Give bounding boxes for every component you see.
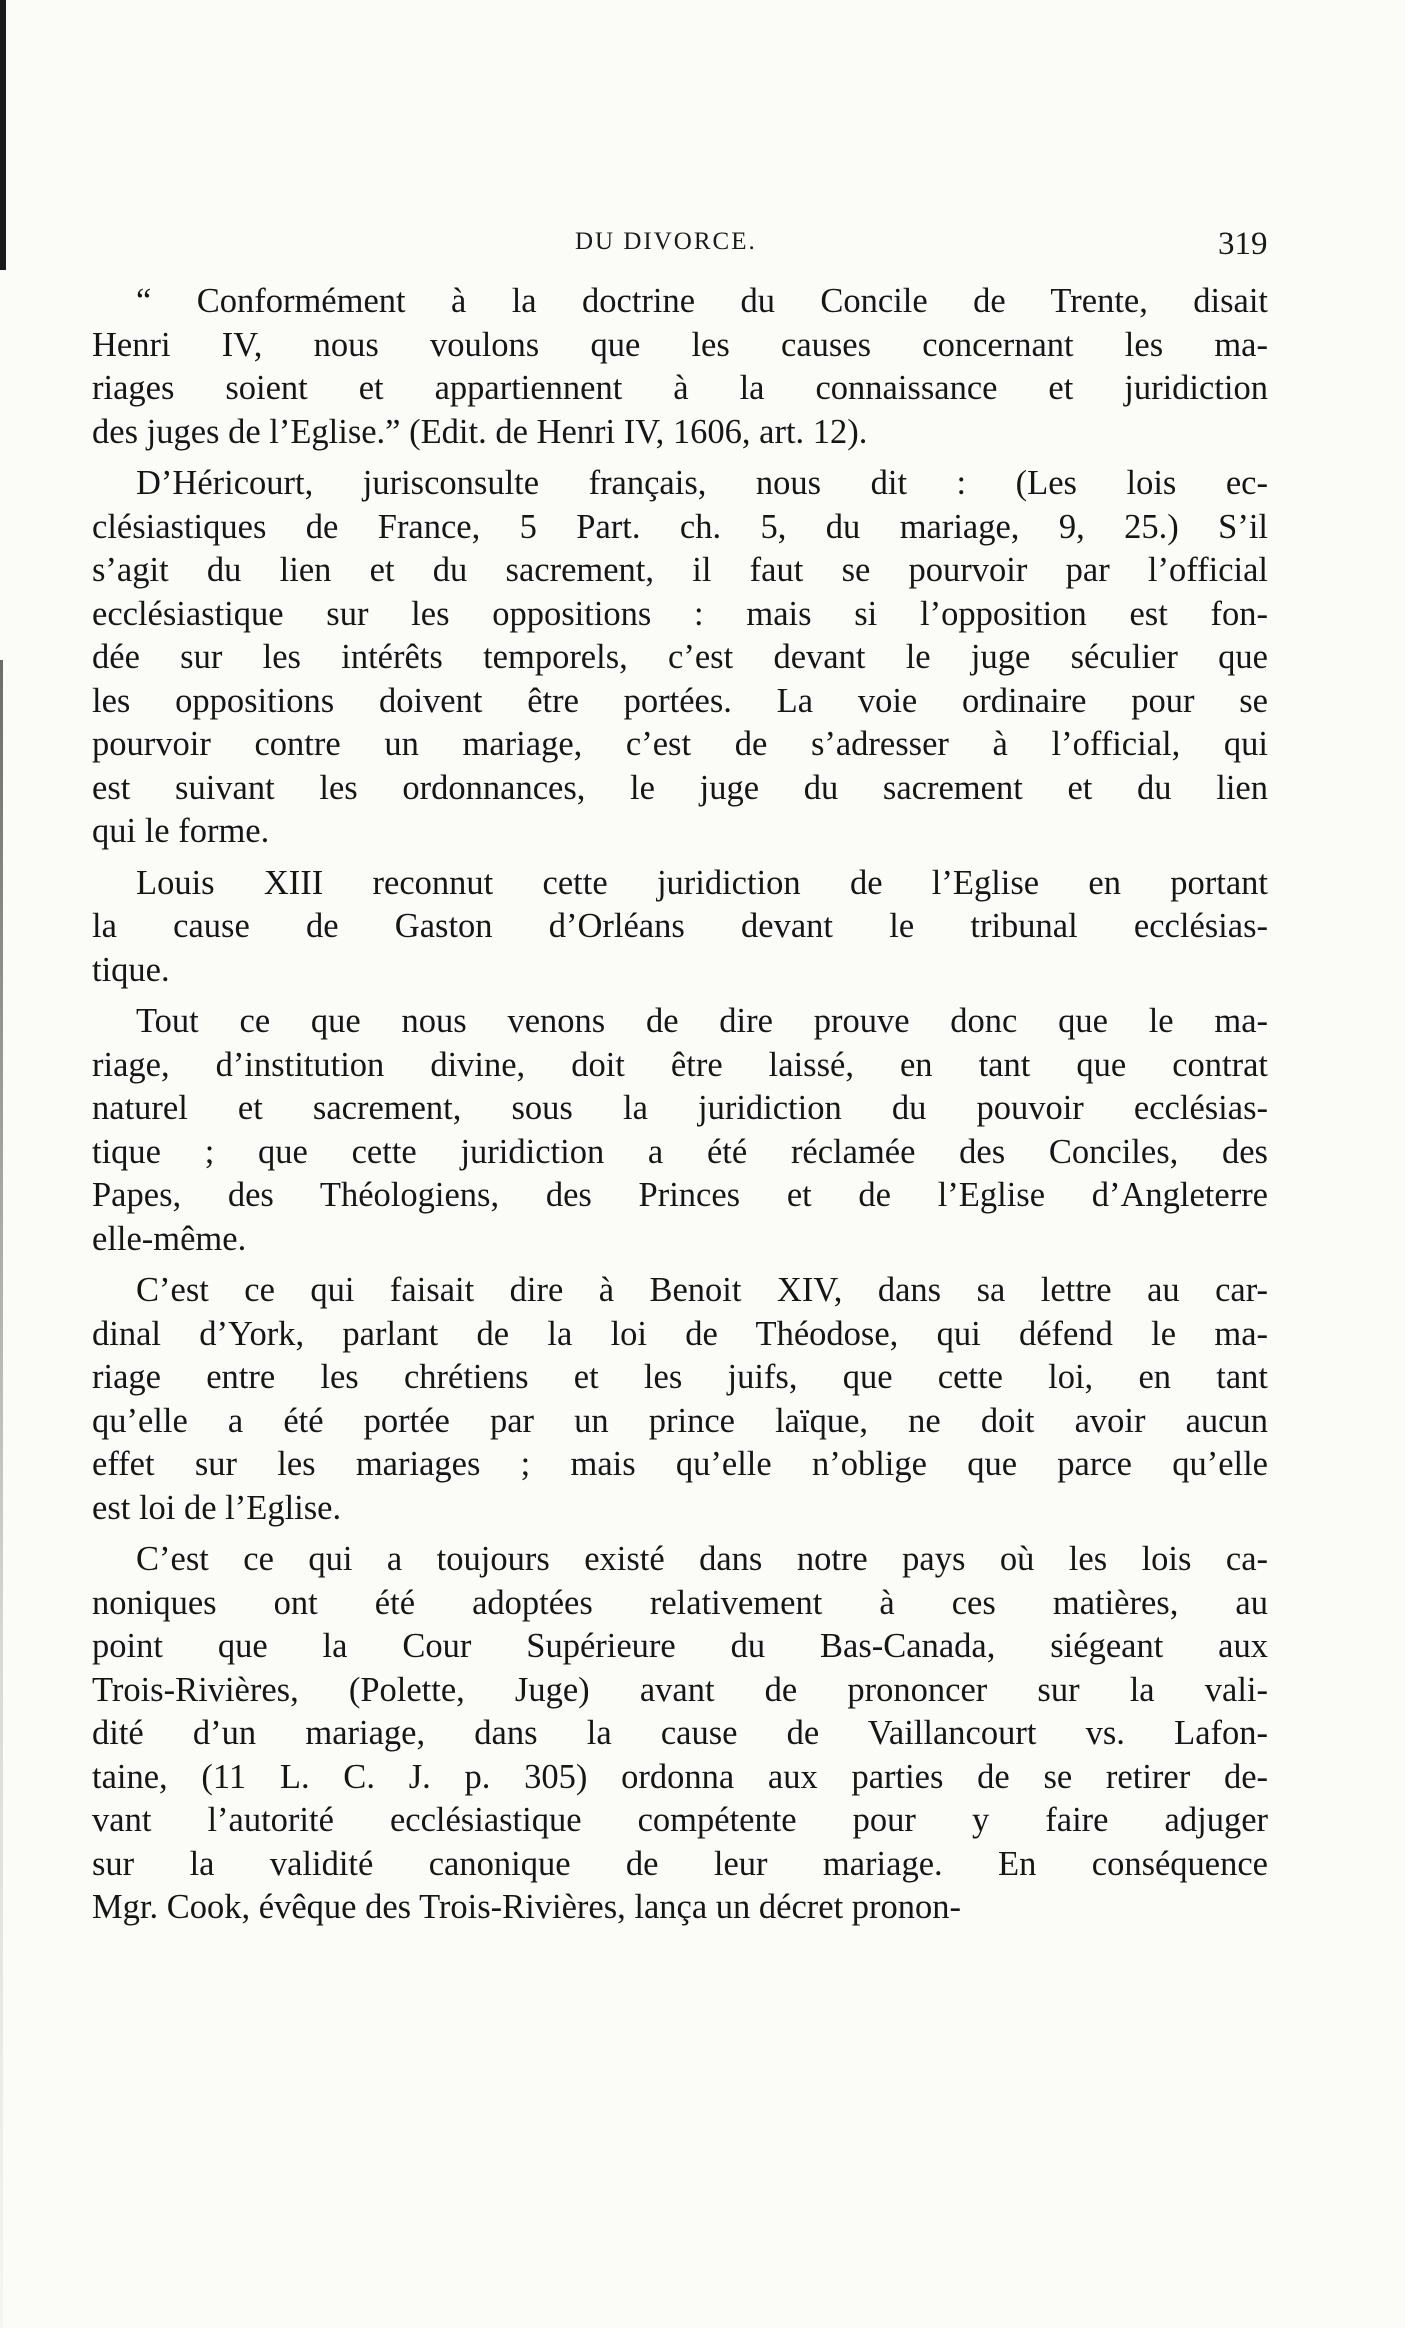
text-line: taine, (11 L. C. J. p. 305) ordonna aux parties de se retirer de- [92, 1757, 1268, 1796]
text-line: riages soient et appartiennent à la connaissance et juridiction [92, 369, 1268, 407]
text-line: elle-même. [92, 1219, 247, 1258]
text-line: Mgr. Cook, évêque des Trois-Rivières, lança un décret pronon- [92, 1888, 962, 1926]
text-line: vant l’autorité ecclésiastique compétente pour y faire adjuger [92, 1801, 1268, 1839]
text-line: s’agit du lien et du sacrement, il faut se pourvoir par l’official [92, 551, 1268, 589]
text-line: C’est ce qui faisait dire à Benoit XIV, dans sa lettre au car- [136, 1271, 1268, 1309]
text-line: qui le forme. [92, 812, 270, 850]
paragraph [92, 862, 1268, 993]
text-line: sur la validité canonique de leur mariage. En conséquence [92, 1844, 1268, 1883]
text-line: Trois-Rivières, (Polette, Juge) avant de prononcer sur la vali- [92, 1670, 1268, 1709]
text-line: dinal d’York, parlant de la loi de Théodose, qui défend le ma- [92, 1314, 1268, 1353]
text-line: tique. [92, 950, 170, 989]
paragraph [92, 462, 1268, 854]
text-line: est loi de l’Eglise. [92, 1488, 342, 1527]
text-line: Papes, des Théologiens, des Princes et de l’Eglise d’Angleterre [92, 1176, 1268, 1214]
text-line: tique ; que cette juridiction a été réclamée des Conciles, des [92, 1132, 1268, 1171]
text-line: dée sur les intérêts temporels, c’est devant le juge séculier que [92, 638, 1268, 676]
running-title: DU DIVORCE. [575, 228, 757, 255]
text-line: noniques ont été adoptées relativement à ces matières, au [92, 1583, 1268, 1622]
text-line: ecclésiastique sur les oppositions : mais si l’opposition est fon- [92, 594, 1268, 633]
text-line: D’Héricourt, jurisconsulte français, nous dit : (Les lois ec- [136, 464, 1268, 502]
text-line: C’est ce qui a toujours existé dans notre pays où les lois ca- [136, 1540, 1268, 1578]
text-line: Tout ce que nous venons de dire prouve donc que le ma- [136, 1002, 1268, 1040]
page-shadow-edge [0, 660, 3, 2328]
paragraph [92, 280, 1268, 454]
running-head [0, 222, 1405, 272]
paragraph [92, 1269, 1268, 1530]
text-line: point que la Cour Supérieure du Bas-Canada, siégeant aux [92, 1627, 1268, 1665]
text-line: la cause de Gaston d’Orléans devant le tribunal ecclésias- [92, 907, 1268, 945]
text-line: qu’elle a été portée par un prince laïque, ne doit avoir aucun [92, 1401, 1268, 1440]
text-line: les oppositions doivent être portées. La voie ordinaire pour se [92, 681, 1268, 720]
paragraph [92, 1000, 1268, 1261]
text-line: riage entre les chrétiens et les juifs, que cette loi, en tant [92, 1358, 1268, 1396]
text-line: dité d’un mariage, dans la cause de Vaillancourt vs. Lafon- [92, 1714, 1268, 1752]
page-number: 319 [1218, 226, 1268, 262]
text-line: des juges de l’Eglise.” (Edit. de Henri IV, 1606, art. 12). [92, 412, 868, 451]
text-line: Henri IV, nous voulons que les causes concernant les ma- [92, 325, 1268, 364]
text-line: effet sur les mariages ; mais qu’elle n’oblige que parce qu’elle [92, 1445, 1268, 1483]
body-text [92, 280, 1268, 1938]
text-line: clésiastiques de France, 5 Part. ch. 5, du mariage, 9, 25.) S’il [92, 507, 1268, 546]
text-line: naturel et sacrement, sous la juridiction du pouvoir ecclésias- [92, 1089, 1268, 1127]
text-line: “ Conformément à la doctrine du Concile de Trente, disait [136, 282, 1268, 320]
text-line: pourvoir contre un mariage, c’est de s’adresser à l’official, qui [92, 725, 1268, 763]
paragraph [92, 1538, 1268, 1930]
text-line: est suivant les ordonnances, le juge du sacrement et du lien [92, 768, 1268, 807]
text-line: riage, d’institution divine, doit être laissé, en tant que contrat [92, 1045, 1268, 1084]
text-line: Louis XIII reconnut cette juridiction de l’Eglise en portant [136, 863, 1268, 902]
